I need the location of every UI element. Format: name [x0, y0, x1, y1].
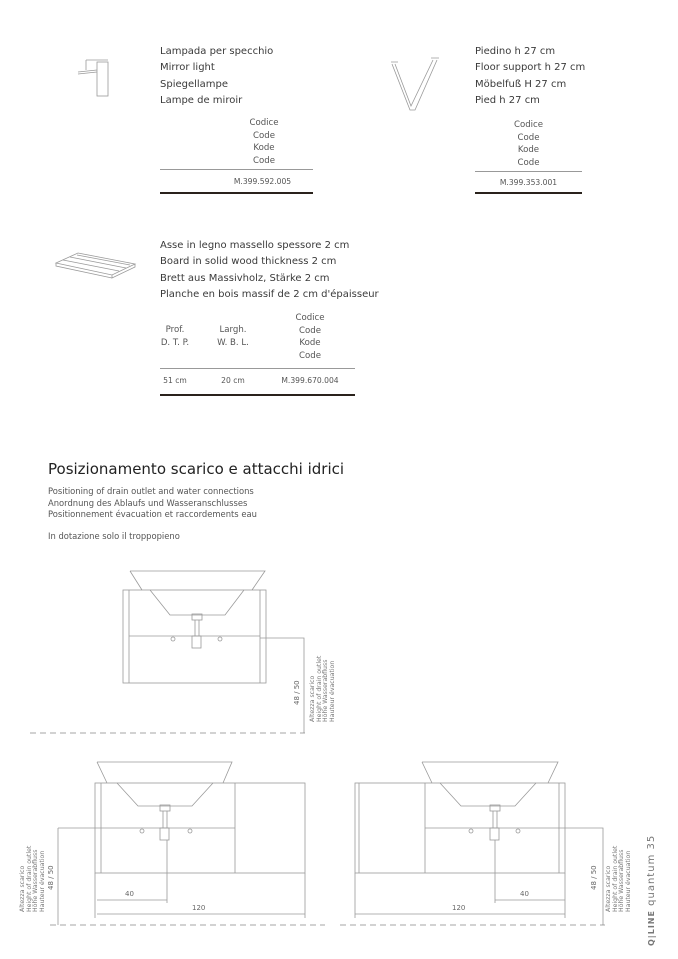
product-code: M.399.670.004	[281, 376, 339, 385]
label-de: Höhe Wasserabfluss	[32, 849, 40, 912]
code-header-it: Codice	[295, 313, 325, 323]
floor-support-icon	[391, 58, 439, 110]
depth-header	[155, 324, 195, 349]
cabinet-front-drawing-right	[340, 762, 605, 925]
drain-height-label	[310, 656, 336, 722]
cabinet-front-drawing-single	[30, 571, 305, 733]
divider	[160, 368, 355, 369]
mirror-light-icon	[78, 60, 108, 96]
drain-height-value: 48 / 50	[590, 865, 598, 890]
divider	[160, 169, 313, 170]
label-it: Altezza scarico	[19, 865, 26, 912]
code-header	[475, 119, 582, 169]
subtitle-fr: Positionnement évacuation et raccordements eau	[48, 509, 257, 519]
width-header	[208, 324, 258, 349]
name-it: Piedino h 27 cm	[475, 46, 556, 57]
label-fr: Hauteur évacuation	[624, 850, 632, 912]
page-footer	[646, 835, 657, 946]
drain-height-value: 48 / 50	[293, 680, 301, 705]
subtitle-de: Anordnung des Ablaufs und Wasseranschlusses	[48, 497, 248, 508]
label-it: Altezza scarico	[309, 675, 316, 722]
name-de: Brett aus Massivholz, Stärke 2 cm	[160, 272, 330, 284]
overflow-note: In dotazione solo il troppopieno	[48, 531, 180, 541]
divider-thick	[475, 192, 582, 194]
name-fr: Pied h 27 cm	[475, 94, 540, 106]
page-number: 35	[646, 834, 657, 850]
section-subtitles	[48, 486, 257, 521]
width-header-abbr: W. B. L.	[217, 337, 249, 348]
collection-name: quantum	[646, 853, 657, 906]
name-de: Spiegellampe	[160, 78, 229, 90]
label-de: Höhe Wasserabfluss	[618, 849, 626, 912]
wood-board-icon	[56, 253, 135, 278]
width-value: 120	[192, 904, 206, 912]
name-it: Lampada per specchio	[160, 46, 274, 57]
code-header-it: Codice	[249, 118, 279, 128]
label-fr: Hauteur évacuation	[328, 660, 336, 722]
drain-height-label	[606, 846, 632, 912]
name-it: Asse in legno massello spessore 2 cm	[160, 240, 350, 251]
depth-value: 51 cm	[163, 376, 187, 385]
code-header-en: Code	[517, 132, 540, 143]
code-header-fr: Code	[298, 350, 321, 361]
code-header-it: Codice	[513, 120, 544, 130]
code-header-en: Code	[252, 130, 275, 141]
code-header-de: Kode	[299, 338, 321, 348]
label-fr: Hauteur évacuation	[38, 850, 46, 912]
depth-header-abbr: D. T. P.	[160, 337, 190, 348]
floor-support-names	[475, 44, 585, 109]
name-en: Mirror light	[160, 62, 215, 74]
mirror-light-names	[160, 44, 273, 109]
subtitle-en: Positioning of drain outlet and water connections	[48, 486, 254, 496]
code-header	[214, 117, 314, 167]
section-title: Posizionamento scarico e attacchi idrici	[48, 460, 345, 478]
code-header-fr: Code	[252, 155, 275, 166]
cabinet-front-drawing-left	[50, 762, 325, 925]
name-en: Floor support h 27 cm	[475, 62, 586, 74]
code-header-fr: Code	[517, 157, 540, 168]
drain-height-value: 48 / 50	[47, 865, 55, 890]
drain-height-label	[20, 846, 46, 912]
code-header-de: Kode	[253, 143, 275, 153]
label-en: Height of drain outlet	[611, 845, 619, 912]
divider-thick	[160, 192, 313, 194]
label-en: Height of drain outlet	[25, 845, 33, 912]
width-value: 120	[452, 904, 466, 912]
name-en: Board in solid wood thickness 2 cm	[160, 256, 337, 268]
name-fr: Planche en bois massif de 2 cm d'épaisseur	[160, 288, 379, 300]
divider	[475, 171, 582, 172]
label-it: Altezza scarico	[605, 865, 612, 912]
depth-header-it: Prof.	[165, 325, 185, 335]
width-value: 20 cm	[221, 376, 245, 385]
label-en: Height of drain outlet	[315, 655, 323, 722]
code-header-de: Kode	[517, 145, 540, 155]
wood-board-names	[160, 238, 379, 303]
label-de: Höhe Wasserabfluss	[322, 659, 330, 722]
offset-value: 40	[520, 890, 529, 898]
product-code: M.399.592.005	[233, 177, 292, 186]
name-de: Möbelfuß H 27 cm	[475, 78, 567, 90]
brand-logo: Q|LINE	[647, 910, 656, 946]
divider-thick	[160, 394, 355, 396]
product-code: M.399.353.001	[499, 178, 558, 187]
width-header-it: Largh.	[219, 325, 247, 335]
name-fr: Lampe de miroir	[160, 94, 243, 106]
code-header	[280, 312, 340, 362]
offset-value: 40	[125, 890, 134, 898]
code-header-en: Code	[298, 325, 321, 336]
